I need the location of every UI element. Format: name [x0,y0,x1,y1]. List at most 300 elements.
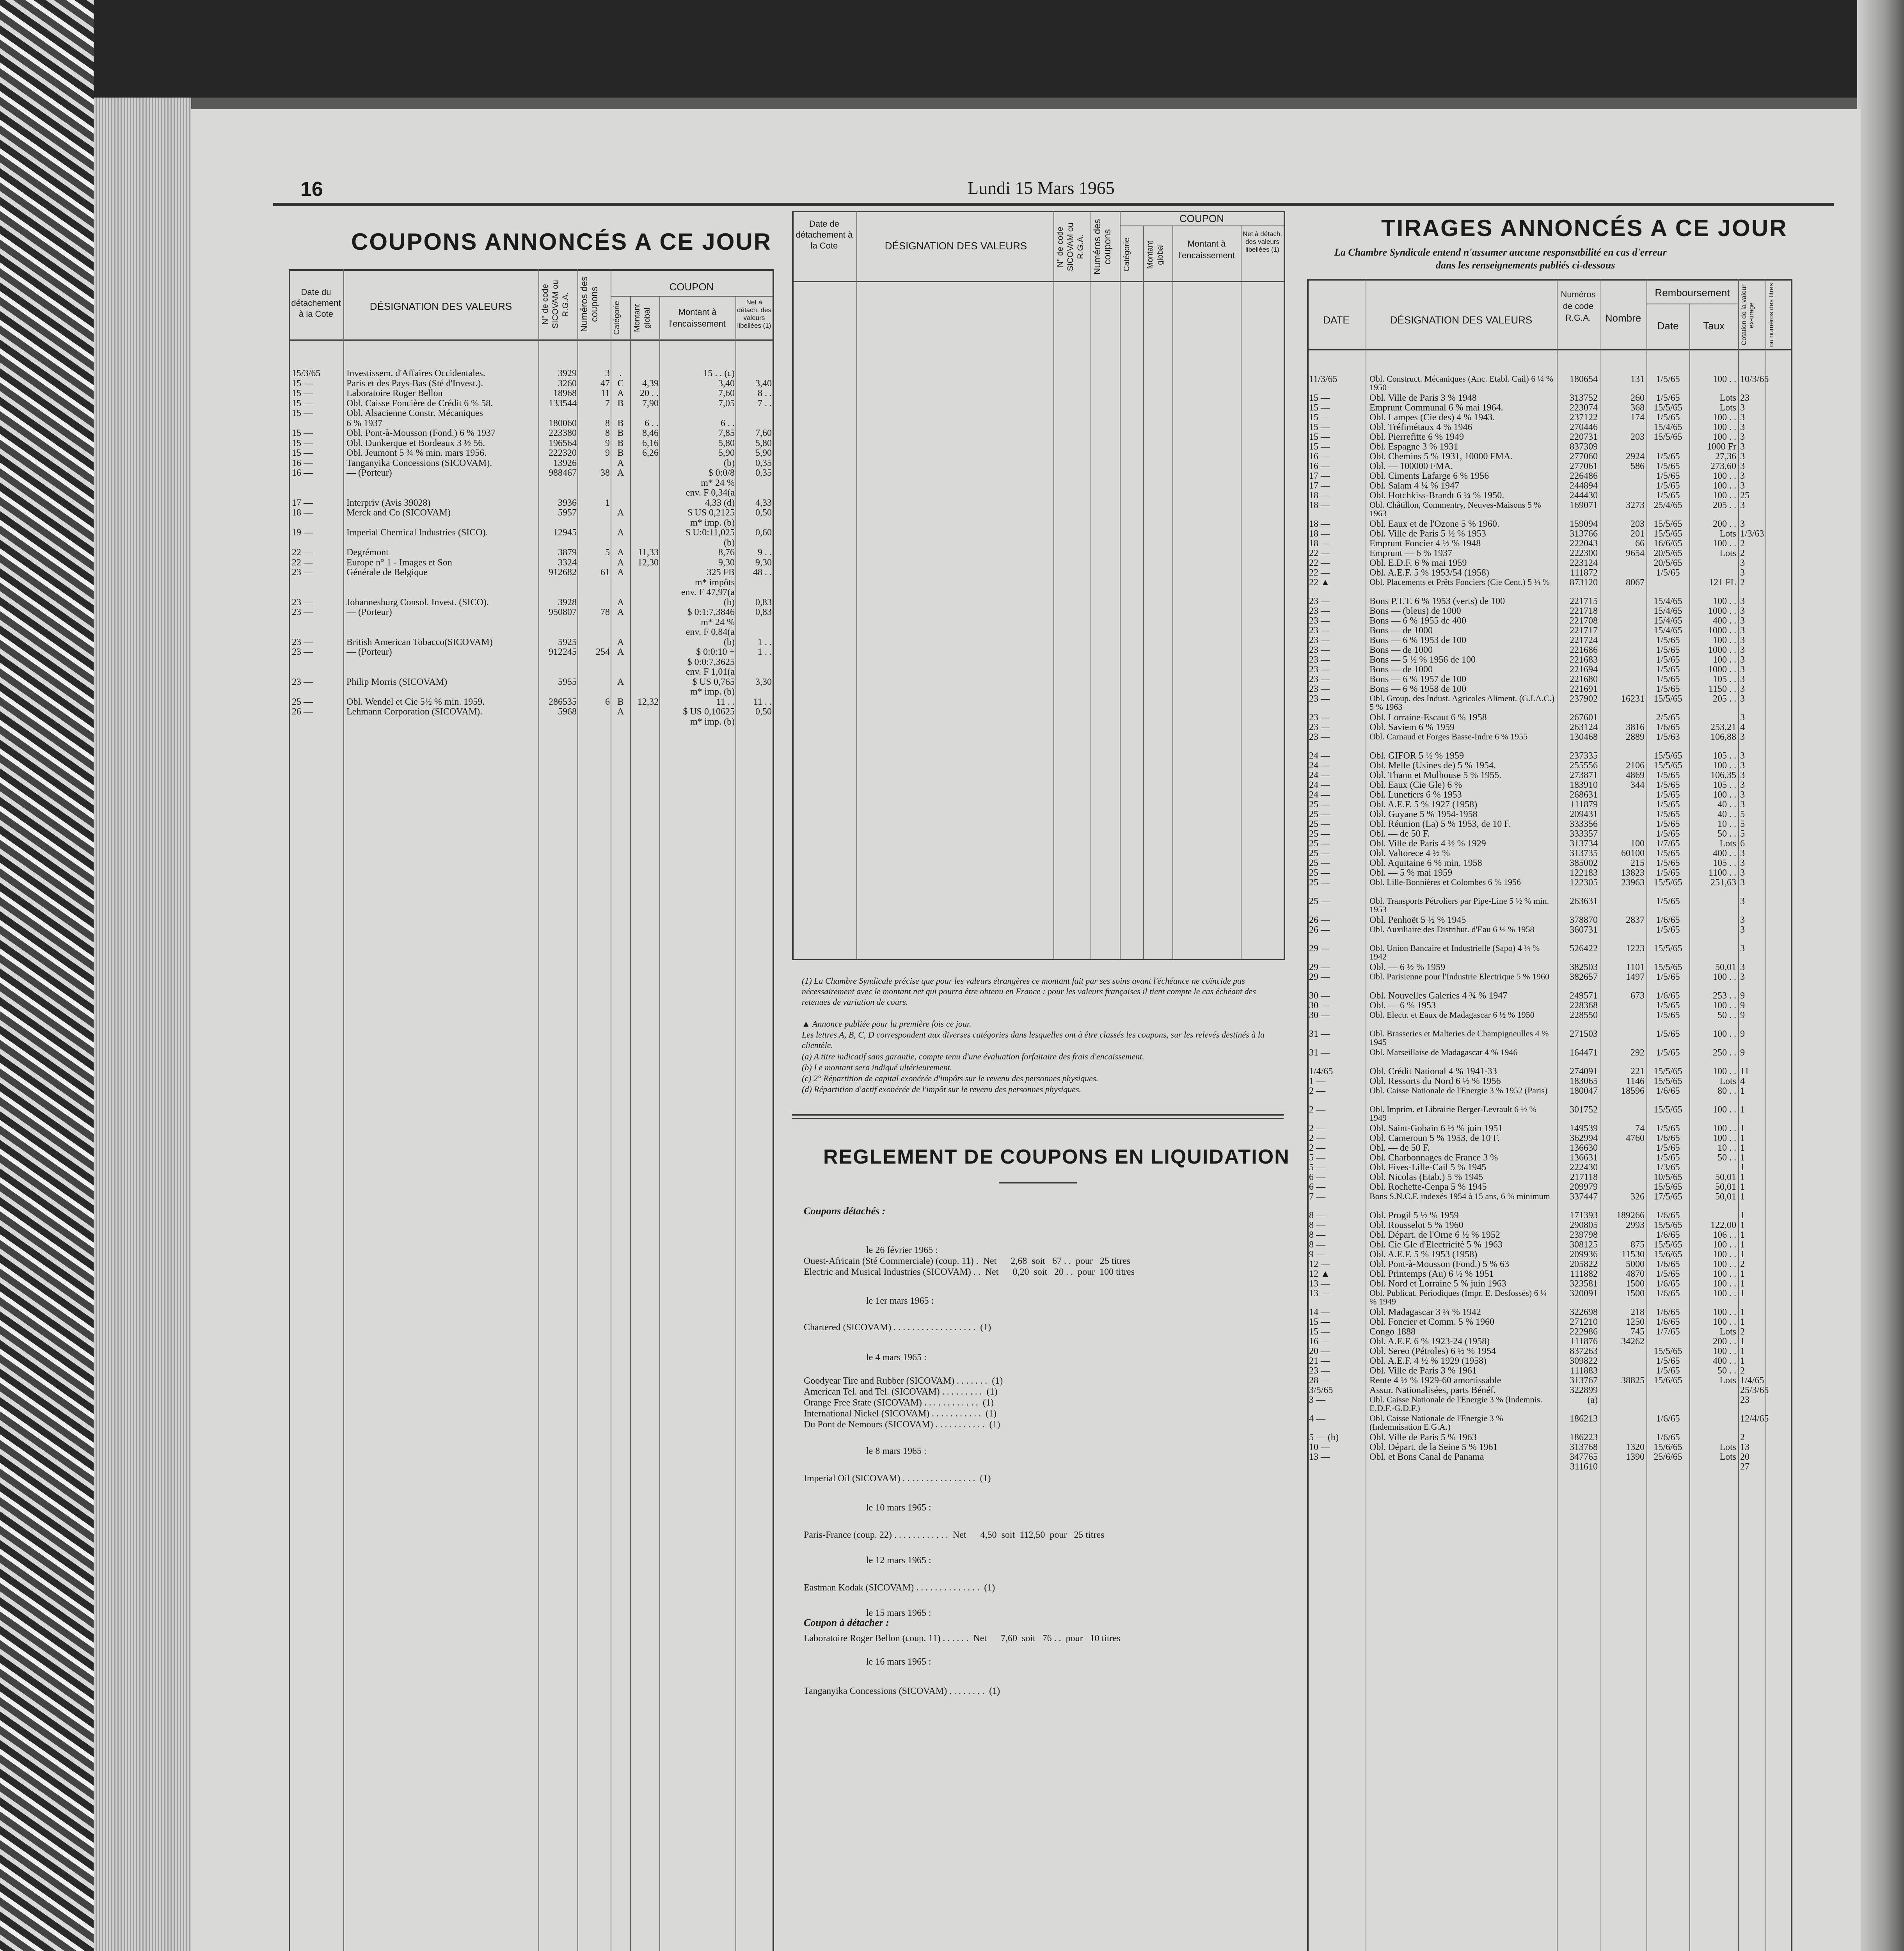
tirage-cell-numeros: 3 [1740,925,1745,935]
tirage-cell-code: 378870 [1570,915,1598,925]
tirage-cell-date: 12 ▲ [1309,1269,1330,1279]
tirage-cell-rdate: 15/5/65 [1654,694,1682,704]
tirage-cell-numeros: 1 [1740,1192,1745,1202]
tirage-cell-taux: 205 . . [1713,501,1736,510]
middle-head-global: Montant global [1146,240,1165,269]
tirage-cell-taux: 100 . . [1713,636,1736,645]
coupon-cell-date: 16 — [292,458,313,468]
tirage-cell-designation: Obl. Cie Gle d'Electricité 5 % 1963 [1369,1240,1503,1250]
coupon-cell-montant: $ US 0,10625 [683,707,735,717]
coupon-cell-date: 15 — [292,389,313,398]
tirage-cell-rdate: 1/5/65 [1656,790,1680,800]
tirage-cell-taux: 400 . . [1713,1356,1736,1366]
tirage-cell-rdate: 1/5/65 [1656,1011,1680,1020]
tirage-cell-nombre: 34262 [1621,1337,1645,1347]
tirage-cell-designation: Obl. Construct. Mécaniques (Anc. Etabl. Cail) 6 ¼ % 1950 [1369,374,1554,392]
tirage-cell-code: 382657 [1570,972,1598,982]
tirage-cell-rdate: 15/5/65 [1654,1221,1682,1230]
tirage-cell-numeros: 1 [1740,1086,1745,1096]
coupon-cell-date: 15 — [292,448,313,458]
liquidation-line: International Nickel (SICOVAM) . . . . . . . . . . . (1) [804,1409,997,1419]
tirage-cell-designation: Obl. Châtillon, Commentry, Neuves-Maisons 5 % 1963 [1369,500,1541,518]
coupon-cell-net: 1 . . [758,647,772,657]
tirage-cell-date: 24 — [1309,751,1330,761]
coupon-cell-categorie: A [617,647,624,657]
tirage-cell-taux: 400 . . [1713,616,1736,626]
tirage-cell-designation: Obl. Pierrefitte 6 % 1949 [1369,432,1464,442]
coupon-cell-code: 13926 [553,458,577,468]
tirage-cell-code: 237902 [1570,694,1598,704]
coupon-cell-global: 12,32 [638,697,659,707]
coupon-cell-categorie: A [617,548,624,558]
tirage-cell-numeros: 5 [1740,810,1745,819]
tirage-cell-date: 10 — [1309,1443,1330,1452]
tirage-cell-taux: 50,01 [1715,1182,1736,1192]
coupon-cell-date: 23 — [292,677,313,687]
coupon-cell-date: 26 — [292,707,313,717]
coupon-cell-montant: (b) [724,637,735,647]
tirage-cell-taux: 105 . . [1713,751,1736,761]
coupon-cell-numero: 254 [596,647,610,657]
tirage-cell-code: 164471 [1570,1048,1598,1058]
middle-note: (a) A titre indicatif sans garantie, compte tenu d'une évaluation forfaitaire des frais d'encaissement. [802,1052,1144,1061]
liquidation-line: Tanganyika Concessions (SICOVAM) . . . . . . . . (1) [804,1686,1000,1696]
tirage-cell-nombre: 18596 [1621,1086,1645,1096]
tirage-cell-date: 5 — [1309,1163,1325,1173]
tirage-cell-rdate: 15/5/65 [1654,878,1682,888]
liquidation-date: le 10 mars 1965 : [866,1503,931,1513]
tirage-cell-designation: Obl. Caisse Nationale de l'Energie 3 % (Indemnisation E.G.A.) [1369,1413,1503,1432]
tirage-cell-designation: Obl. Melle (Usines de) 5 % 1954. [1369,761,1496,771]
tirage-cell-code: 221708 [1570,616,1598,626]
tirage-cell-code: 313752 [1570,393,1598,403]
coupon-cell-code: 12945 [553,528,577,538]
tirage-cell-numeros: 3 [1740,800,1745,810]
coupon-cell-designation: Johannesburg Consol. Invest. (SICO). [346,597,489,608]
tirage-cell-date: 16 — [1309,462,1330,471]
tirage-cell-code: 186213 [1570,1414,1598,1424]
tirage-cell-taux: 100 . . [1713,1279,1736,1289]
tirage-cell-designation: Obl. Eaux et de l'Ozone 5 % 1960. [1369,519,1499,529]
tirage-cell-nombre: 326 [1630,1192,1645,1202]
tirage-cell-code: 263631 [1570,897,1598,906]
tirage-cell-rdate: 15/5/65 [1654,963,1682,972]
coupon-cell-net: 9,30 [755,558,772,568]
coupon-cell-date: 15 — [292,428,313,438]
tirage-cell-designation: Obl. Caisse Nationale de l'Energie 3 % 1952 (Paris) [1369,1086,1548,1095]
tirage-cell-code: 362994 [1570,1134,1598,1143]
tirage-cell-code: 159094 [1570,519,1598,529]
tirage-cell-designation: Obl. Ville de Paris 5 % 1963 [1369,1433,1477,1443]
tirage-cell-designation: Obl. Salam 4 ¼ % 1947 [1369,481,1459,491]
coupons-detaches-label: Coupons détachés : [804,1205,886,1217]
coupon-cell-montant: 8,76 [718,548,735,558]
tirage-cell-rdate: 15/5/65 [1654,944,1682,954]
tirage-cell-rdate: 15/5/65 [1654,432,1682,442]
coupon-cell-global: 6 . . [645,418,659,428]
tirage-cell-code: 271210 [1570,1317,1598,1327]
tirage-cell-designation: Obl. — 6 % 1953 [1369,1001,1436,1011]
coupon-cell-montant: $ US 0,765 [692,677,735,687]
middle-note: Les lettres A, B, C, D correspondent aux diverses catégories dans lesquelles ont à être classés les coupons, sur les relevés destinés à la clientèle. [802,1030,1265,1050]
coupon-cell-code: 5968 [558,707,577,717]
tirage-cell-numeros: 3 [1740,413,1745,423]
tirage-cell-designation: Obl. Ressorts du Nord 6 ½ % 1956 [1369,1077,1501,1086]
tirage-cell-numeros: 11 [1740,1067,1749,1077]
liquidation-line: Goodyear Tire and Rubber (SICOVAM) . . . . . . . (1) [804,1376,1003,1386]
tirage-cell-nombre: 875 [1630,1240,1645,1250]
coupons-head-net: Net à détach. des valeurs libellées (1) [737,299,771,329]
tirage-cell-taux: 105 . . [1713,675,1736,684]
tirage-cell-date: 25 — [1309,829,1330,839]
tirage-cell-date: 7 — [1309,1192,1325,1202]
tirage-cell-numeros: 3 [1740,963,1745,972]
tirages-head-nombre: Nombre [1605,312,1641,324]
tirage-cell-numeros: 3 [1740,403,1745,413]
tirage-cell-taux: 100 . . [1713,1001,1736,1011]
tirage-cell-taux: 100 . . [1713,1067,1736,1077]
tirage-cell-code: 136630 [1570,1143,1598,1153]
tirage-cell-designation: Assur. Nationalisées, parts Bénéf. [1369,1386,1496,1395]
tirage-cell-date: 23 — [1309,684,1330,694]
tirage-cell-date: 18 — [1309,501,1330,510]
tirage-cell-date: 25 — [1309,868,1330,878]
tirage-cell-designation: Obl. Carnaud et Forges Basse-Indre 6 % 1955 [1369,732,1528,741]
coupon-cell-code: 5955 [558,677,577,687]
tirage-cell-date: 14 — [1309,1308,1330,1317]
tirage-cell-taux: 100 . . [1713,1240,1736,1250]
coupons-header-bottom [289,339,773,341]
tirage-cell-code: 271503 [1570,1029,1598,1039]
coupon-cell-montant: 7,05 [718,398,735,409]
tirage-cell-numeros: 3 [1740,915,1745,925]
tirage-cell-nombre: 2993 [1626,1221,1645,1230]
coupon-cell-numero: 38 [600,468,610,478]
tirage-cell-nombre: 260 [1630,393,1645,403]
tirage-cell-designation: Obl. Ville de Paris 3 % 1961 [1369,1366,1477,1376]
tirage-cell-date: 23 — [1309,1366,1330,1376]
tirage-cell-rdate: 16/6/65 [1654,539,1682,549]
tirage-cell-numeros: 3 [1740,868,1745,878]
tirage-cell-rdate: 1/7/65 [1656,839,1680,849]
coupon-cell-date: 15 — [292,438,313,448]
tirage-cell-designation: Obl. Thann et Mulhouse 5 % 1955. [1369,771,1502,780]
coupon-cell-montant: 5,90 [718,448,735,458]
coupon-cell-date: 22 — [292,558,313,568]
tirage-cell-designation: Bons P.T.T. 6 % 1953 (verts) de 100 [1369,597,1505,606]
middle-head-designation: DÉSIGNATION DES VALEURS [885,240,1027,252]
coupon-cell-designation: Obl. Dunkerque et Bordeaux 3 ½ 56. [346,438,485,448]
tirage-cell-code: 385002 [1570,858,1598,868]
coupon-cell-designation: Obl. Alsacienne Constr. Mécaniques [346,409,483,418]
tirage-cell-numeros: 1 [1740,1221,1745,1230]
tirage-cell-code: 290805 [1570,1221,1598,1230]
tirage-cell-numeros: 25 [1740,491,1749,501]
tirage-cell-rdate: 1/6/65 [1656,1260,1680,1269]
tirage-cell-numeros: 20 [1740,1452,1749,1462]
tirage-cell-nombre: 16231 [1621,694,1645,704]
tirage-cell-nombre: 1390 [1626,1452,1645,1462]
tirage-cell-code: 277060 [1570,452,1598,462]
tirage-cell-designation: Obl. Chemins 5 % 1931, 10000 FMA. [1369,452,1513,462]
tirage-cell-taux: Lots [1719,1376,1736,1386]
tirage-cell-taux: 100 . . [1713,1269,1736,1279]
tirage-cell-taux: 400 . . [1713,849,1736,858]
tirage-cell-code: 313768 [1570,1443,1598,1452]
tirage-cell-code: 301752 [1570,1105,1598,1115]
tirage-cell-nombre: 1500 [1626,1279,1645,1289]
coupon-cell-net: 0,35 [755,468,772,478]
tirage-cell-numeros: 1 [1740,1250,1745,1260]
tirage-cell-nombre: 9654 [1626,549,1645,558]
tirage-cell-rdate: 15/5/65 [1654,1347,1682,1356]
tirage-cell-code: 209979 [1570,1182,1598,1192]
tirage-cell-designation: Obl. Group. des Indust. Agricoles Aliment. (G.I.A.C.) 5 % 1963 [1369,693,1555,712]
tirage-cell-numeros: 2 [1740,1260,1745,1269]
tirage-cell-code: 111876 [1570,1337,1598,1347]
tirage-cell-numeros: 3 [1740,780,1745,790]
tirage-cell-designation: Obl. Départ. de l'Orne 6 ½ % 1952 [1369,1230,1500,1240]
tirage-cell-designation: Obl. Hotchkiss-Brandt 6 ¼ % 1950. [1369,491,1504,501]
tirage-cell-designation: Obl. — 100000 FMA. [1369,462,1453,471]
tirage-cell-date: 16 — [1309,452,1330,462]
middle-note: (c) 2° Répartition de capital exonérée d'impôts sur le revenu des personnes physiques. [802,1073,1098,1083]
tirage-cell-code: 273871 [1570,771,1598,780]
tirage-cell-date: 29 — [1309,963,1330,972]
coupon-cell-date: 19 — [292,528,313,538]
tirage-cell-date: 22 ▲ [1309,578,1330,588]
liquidation-line: Paris-France (coup. 22) . . . . . . . . . . . . Net 4,50 soit 112,50 pour 25 titres [804,1530,1105,1540]
coupon-cell-net: 5,90 [755,448,772,458]
tirage-cell-taux: 100 . . [1713,471,1736,481]
tirage-cell-date: 15 — [1309,432,1330,442]
tirage-cell-nombre: 221 [1630,1067,1645,1077]
middle-head-code: N° de code SICOVAM ou R.G.A. [1056,222,1085,271]
tirage-cell-designation: Obl. et Bons Canal de Panama [1369,1452,1484,1462]
tirage-cell-nombre: 1101 [1626,963,1645,972]
tirage-cell-rdate: 1/6/65 [1656,1289,1680,1299]
tirage-cell-rdate: 1/5/65 [1656,972,1680,982]
tirage-cell-rdate: 10/5/65 [1654,1173,1682,1182]
tirage-cell-code: 313766 [1570,529,1598,539]
tirage-cell-nombre: 1250 [1626,1317,1645,1327]
liquidation-line: Du Pont de Nemours (SICOVAM) . . . . . . . . . . . (1) [804,1420,1000,1430]
tirage-cell-code: 221686 [1570,645,1598,655]
tirage-cell-code: 221718 [1570,606,1598,616]
coupon-cell-montant: m* imp. (b) [690,687,735,697]
coupon-cell-designation: Lehmann Corporation (SICOVAM). [346,707,483,717]
coupon-cell-categorie: B [617,448,624,458]
coupon-cell-code: 3928 [558,597,577,608]
tirage-cell-numeros: 3 [1740,675,1745,684]
tirage-cell-taux: 100 . . [1713,790,1736,800]
tirage-cell-date: 25 — [1309,800,1330,810]
tirage-cell-numeros: 3 [1740,645,1745,655]
tirage-cell-date: 6 — [1309,1173,1325,1182]
tirage-cell-designation: Obl. — de 50 F. [1369,829,1430,839]
tirage-cell-date: 18 — [1309,491,1330,501]
tirage-cell-rdate: 1/5/65 [1656,858,1680,868]
tirage-cell-numeros: 3 [1740,858,1745,868]
tirage-cell-code: 263124 [1570,723,1598,732]
tirage-cell-taux: Lots [1719,1452,1736,1462]
tirage-cell-numeros: 27 [1740,1462,1749,1472]
tirage-cell-code: 111883 [1570,1366,1598,1376]
coupon-cell-designation: Obl. Wendel et Cie 5½ % min. 1959. [346,697,485,707]
tirage-cell-numeros: 3 [1740,432,1745,442]
tirage-cell-rdate: 15/6/65 [1654,1376,1682,1386]
liquidation-date: le 15 mars 1965 : [866,1608,931,1618]
tirage-cell-taux: 100 . . [1713,375,1736,384]
tirage-cell-nombre: 218 [1630,1308,1645,1317]
tirage-cell-numeros: 3 [1740,972,1745,982]
tirage-cell-nombre: 2924 [1626,452,1645,462]
tirage-cell-taux: 1000 . . [1708,645,1736,655]
tirages-head-date: DATE [1323,314,1350,326]
tirage-cell-taux: 100 . . [1713,655,1736,665]
tirage-cell-designation: Obl. Transports Pétroliers par Pipe-Line 5 ½ % min. 1953 [1369,896,1549,914]
coupon-cell-numero: 3 [605,369,610,378]
tirage-cell-taux: 80 . . [1718,1086,1736,1096]
tirage-cell-numeros: 1 [1740,1153,1745,1163]
tirage-cell-numeros: 1 [1740,1269,1745,1279]
tirage-cell-code: 221724 [1570,636,1598,645]
tirage-cell-rdate: 20/5/65 [1654,558,1682,568]
tirage-cell-code: 268631 [1570,790,1598,800]
tirage-cell-code: 255556 [1570,761,1598,771]
tirage-cell-taux: 100 . . [1713,761,1736,771]
tirage-cell-numeros: 2 [1740,578,1745,588]
tirage-cell-rdate: 1/5/65 [1656,849,1680,858]
tirage-cell-date: 29 — [1309,944,1330,954]
tirage-cell-numeros: 2 [1740,549,1745,558]
tirage-cell-numeros: 1 [1740,1230,1745,1240]
tirage-cell-date: 15 — [1309,1327,1330,1337]
tirage-cell-rdate: 1/5/65 [1656,471,1680,481]
middle-note: ▲ Annonce publiée pour la première fois ce jour. [802,1019,972,1029]
liquidation-title: REGLEMENT DE COUPONS EN LIQUIDATION [823,1146,1290,1168]
tirage-cell-taux: 50,01 [1715,963,1736,972]
tirage-cell-code: 217118 [1570,1173,1598,1182]
tirage-cell-code: 244894 [1570,481,1598,491]
tirage-cell-designation: Obl. Brasseries et Malteries de Champigneulles 4 % 1945 [1369,1029,1549,1047]
tirage-cell-rdate: 15/5/65 [1654,751,1682,761]
tirage-cell-nombre: 344 [1630,780,1645,790]
tirage-cell-designation: Obl. Imprim. et Librairie Berger-Levrault 6 ½ % 1949 [1369,1104,1537,1123]
coupon-cell-montant: env. F 0,34(a [686,488,735,498]
tirage-cell-nombre: 203 [1630,432,1645,442]
tirage-cell-numeros: 3 [1740,761,1745,771]
tirage-cell-rdate: 1/5/65 [1656,375,1680,384]
tirage-cell-nombre: 4869 [1626,771,1645,780]
coupons-head-global: Montant global [633,304,652,332]
tirage-cell-taux: Lots [1719,549,1736,558]
tirage-cell-nombre: 3816 [1626,723,1645,732]
tirages-subtitle-1: La Chambre Syndicale entend n'assumer aucune responsabilité en cas d'erreur [1334,247,1667,258]
tirage-cell-designation: Bons — 6 % 1955 de 400 [1369,616,1466,626]
coupon-cell-global: 12,30 [638,558,659,568]
tirage-cell-code: 136631 [1570,1153,1598,1163]
tirage-cell-numeros: 3 [1740,471,1745,481]
tirage-cell-code: 221680 [1570,675,1598,684]
tirage-cell-date: 26 — [1309,925,1330,935]
coupon-a-detacher-label: Coupon à détacher : [804,1617,889,1628]
coupon-cell-code: 222320 [549,448,577,458]
tirage-cell-designation: Obl. Lille-Bonnières et Colombes 6 % 1956 [1369,877,1521,887]
tirage-cell-code: 267601 [1570,713,1598,723]
liquidation-date: le 16 mars 1965 : [866,1657,931,1667]
tirage-cell-date: 23 — [1309,723,1330,732]
coupon-cell-numero: 78 [600,608,610,617]
tirage-cell-numeros: 1 [1740,1317,1745,1327]
tirage-cell-numeros: 1/3/63 [1740,529,1764,539]
tirage-cell-taux: Lots [1719,529,1736,539]
tirage-cell-code: 183065 [1570,1077,1598,1086]
coupon-cell-numero: 61 [600,568,610,577]
coupon-cell-numero: 9 [605,448,610,458]
tirage-cell-code: 149539 [1570,1124,1598,1134]
tirage-cell-rdate: 1/5/65 [1656,1356,1680,1366]
coupon-cell-numero: 7 [605,398,610,409]
liquidation-line: Laboratoire Roger Bellon (coup. 11) . . . . . . Net 7,60 soit 76 . . pour 10 titres [804,1633,1121,1644]
coupon-cell-categorie: C [617,378,624,389]
tirage-cell-taux: 100 . . [1713,597,1736,606]
tirage-cell-designation: Obl. — 5 % mai 1959 [1369,868,1452,878]
coupon-cell-date: 15 — [292,378,313,389]
coupon-cell-designation: Europe n° 1 - Images et Son [346,558,452,568]
coupon-cell-montant: $ 0:1:7,3846 [687,608,735,617]
tirage-cell-rdate: 1/7/65 [1656,1327,1680,1337]
tirage-cell-designation: Bons — 6 % 1958 de 100 [1369,684,1466,694]
tirage-cell-code: 333356 [1570,819,1598,829]
coupon-cell-montant: (b) [724,597,735,608]
middle-head-date: Date de détachement à la Cote [796,219,853,251]
tirage-cell-taux: 273,60 [1710,462,1736,471]
coupon-cell-categorie: A [617,637,624,647]
tirage-cell-nombre: 201 [1630,529,1645,539]
liquidation-line: Orange Free State (SICOVAM) . . . . . . . . . . . . (1) [804,1398,994,1408]
tirage-cell-numeros: 9 [1740,1001,1745,1011]
tirage-cell-nombre: 368 [1630,403,1645,413]
coupon-cell-net: 0,50 [755,707,772,717]
tirage-cell-nombre: 23963 [1621,878,1645,888]
coupon-cell-categorie: A [617,468,624,478]
coupon-cell-categorie: B [617,438,624,448]
tirage-cell-rdate: 1/5/65 [1656,1124,1680,1134]
tirage-cell-rdate: 1/6/65 [1656,1230,1680,1240]
coupon-cell-code: 196564 [549,438,577,448]
coupon-cell-net: 0,83 [755,597,772,608]
tirage-cell-numeros: 3 [1740,897,1745,906]
tirage-cell-nombre: 1320 [1626,1443,1645,1452]
coupon-cell-code: 3260 [558,378,577,389]
tirage-cell-code: (a) [1587,1395,1598,1405]
middle-head-numeros: Numéros des coupons [1092,219,1113,275]
tirage-cell-code: 222300 [1570,549,1598,558]
tirage-cell-designation: Bons — 5 ½ % 1956 de 100 [1369,655,1476,665]
tirage-cell-designation: Obl. E.D.F. 6 % mai 1959 [1369,558,1467,568]
tirage-cell-rdate: 1/5/65 [1656,1048,1680,1058]
coupon-cell-date: 25 — [292,697,313,707]
tirage-cell-code: 323581 [1570,1279,1598,1289]
tirage-cell-numeros: 3 [1740,944,1745,954]
coupon-cell-designation: — (Porteur) [346,468,392,478]
tirage-cell-taux: Lots [1719,403,1736,413]
tirage-cell-date: 23 — [1309,645,1330,655]
tirage-cell-date: 25 — [1309,810,1330,819]
tirage-cell-designation: Obl. A.E.F. 6 % 1923-24 (1958) [1369,1337,1490,1347]
tirage-cell-code: 337447 [1570,1192,1598,1202]
